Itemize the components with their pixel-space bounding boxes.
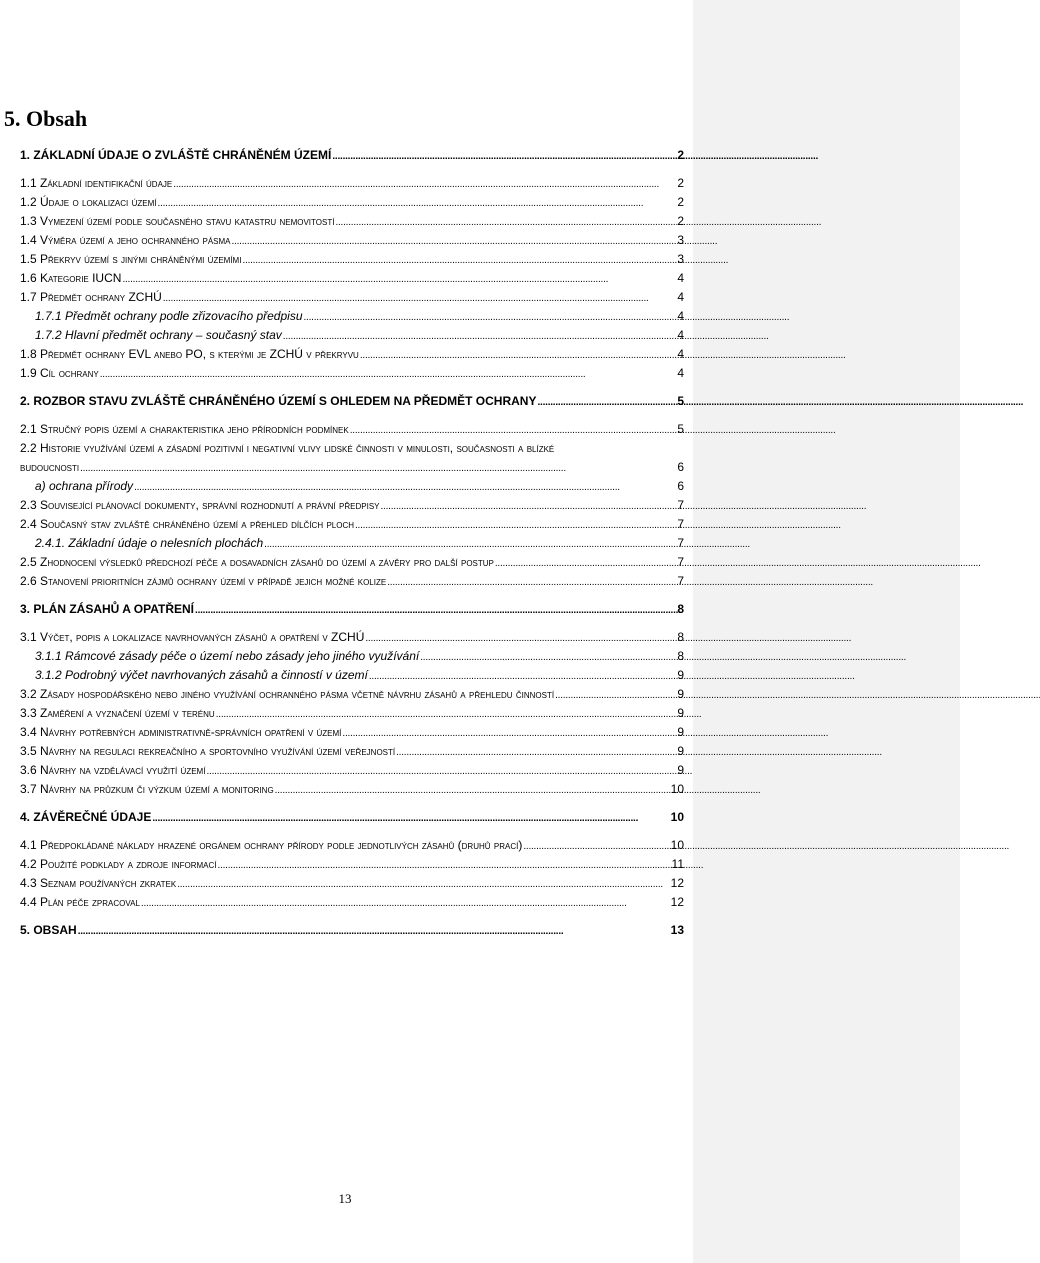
toc-entry-page: 4 xyxy=(677,366,684,380)
toc-entry[interactable] xyxy=(20,894,684,910)
toc-entry-title: 2.4 Současný stav zvláště chráněného území a přehled dílčích ploch xyxy=(20,517,354,531)
toc-entry-title: 2.6 Stanovení prioritních zájmů ochrany území v případě jejich možné kolize xyxy=(20,574,387,588)
toc-entry-page: 12 xyxy=(670,876,684,890)
page-number: 13 xyxy=(338,1191,352,1206)
toc-leader-dots xyxy=(495,554,676,572)
toc-entry-page: 2 xyxy=(677,195,684,209)
toc-entry-title: 1.5 Překryv území s jinými chráněnými územími xyxy=(20,252,242,266)
toc-entry-title: 4.2 Použité podklady a zdroje informací xyxy=(20,857,217,871)
toc-entry-title: 3.1.1 Rámcové zásady péče o území nebo zásady jeho jiného využívání xyxy=(35,649,420,663)
toc-entry-title: 2.5 Zhodnocení výsledků předchozí péče a dosavadních zásahů do území a závěry pro další postup xyxy=(20,555,494,569)
toc-leader-dots xyxy=(350,421,677,439)
toc-entry[interactable] xyxy=(20,147,684,163)
toc-leader-dots xyxy=(304,308,677,326)
toc-entry[interactable] xyxy=(20,743,684,759)
toc-entry-title: 3.6 Návrhy na vzdělávací využití území xyxy=(20,763,206,777)
toc-entry-title: 1.6 Kategorie IUCN xyxy=(20,271,122,285)
toc-entry-page: 10 xyxy=(670,810,684,824)
toc-entry-title: 1.1 Základní identifikační údaje xyxy=(20,176,173,190)
toc-entry[interactable] xyxy=(35,308,684,324)
toc-leader-dots xyxy=(537,393,676,411)
toc-leader-dots xyxy=(380,497,676,515)
toc-entry[interactable] xyxy=(20,213,684,229)
toc-entry-title: 1.3 Vymezení území podle současného stavu katastru nemovitostí xyxy=(20,214,335,228)
toc-entry-page: 6 xyxy=(677,479,684,493)
toc-entry-page: 8 xyxy=(677,649,684,663)
toc-entry[interactable] xyxy=(20,686,684,702)
toc-entry-page: 8 xyxy=(677,630,684,644)
toc-entry[interactable] xyxy=(20,365,684,381)
toc-entry-page: 5 xyxy=(677,394,684,408)
toc-entry[interactable] xyxy=(20,875,684,891)
toc-entry-title: 1. ZÁKLADNÍ ÚDAJE O ZVLÁŠTĚ CHRÁNĚNÉM ÚZEMÍ xyxy=(20,148,332,162)
toc-entry[interactable] xyxy=(20,175,684,191)
toc-entry-title: 2. ROZBOR STAVU ZVLÁŠTĚ CHRÁNĚNÉHO ÚZEMÍ S OHLEDEM NA PŘEDMĚT OCHRANY xyxy=(20,394,537,408)
toc-leader-dots xyxy=(396,743,676,761)
toc-entry-title: 3.4 Návrhy potřebných administrativně-správních opatření v území xyxy=(20,725,342,739)
toc-entry-title: a) ochrana přírody xyxy=(35,479,134,493)
toc-entry-page: 4 xyxy=(677,271,684,285)
toc-entry[interactable] xyxy=(35,667,684,683)
toc-entry-title: 4.1 Předpokládané náklady hrazené orgánem ochrany přírody podle jednotlivých zásahů (druhů prací) xyxy=(20,838,523,852)
toc-entry-page: 9 xyxy=(677,706,684,720)
toc-leader-dots xyxy=(275,781,670,799)
toc-leader-dots xyxy=(283,327,677,345)
toc-entry-title: 3.7 Návrhy na průzkum či výzkum území a monitoring xyxy=(20,782,274,796)
toc-entry-page: 3 xyxy=(677,233,684,247)
toc-leader-dots xyxy=(555,686,676,704)
toc-leader-dots xyxy=(122,270,676,288)
toc-entry[interactable] xyxy=(20,809,684,825)
toc-leader-dots xyxy=(195,601,676,619)
toc-entry-page: 6 xyxy=(677,460,684,474)
toc-leader-dots xyxy=(369,667,676,685)
toc-entry[interactable] xyxy=(20,705,684,721)
toc-entry[interactable] xyxy=(20,724,684,740)
toc-entry-page: 9 xyxy=(677,725,684,739)
toc-entry[interactable] xyxy=(20,346,684,362)
toc-leader-dots xyxy=(157,194,676,212)
toc-entry-page: 4 xyxy=(677,290,684,304)
toc-entry-title: 2.4.1. Základní údaje o nelesních plochách xyxy=(35,536,264,550)
toc-leader-dots xyxy=(152,809,669,827)
toc-entry[interactable] xyxy=(35,648,684,664)
toc-entry-title: 1.4 Výměra území a jeho ochranného pásma xyxy=(20,233,231,247)
toc-entry-title: budoucnosti xyxy=(20,460,80,474)
toc-leader-dots xyxy=(420,648,676,666)
toc-entry-title: 1.8 Předmět ochrany EVL anebo PO, s kterými je ZCHÚ v překryvu xyxy=(20,347,359,361)
toc-leader-dots xyxy=(342,724,676,742)
toc-entry-title: 1.2 Údaje o lokalizaci území xyxy=(20,195,157,209)
toc-entry-title: 1.7.2 Hlavní předmět ochrany – současný stav xyxy=(35,328,282,342)
toc-entry[interactable] xyxy=(35,327,684,343)
toc-entry-page: 7 xyxy=(677,517,684,531)
toc-entry-page: 4 xyxy=(677,328,684,342)
toc-entry-title: 2.3 Související plánovací dokumenty, správní rozhodnutí a právní předpisy xyxy=(20,498,380,512)
toc-entry[interactable] xyxy=(20,856,684,872)
toc-leader-dots xyxy=(217,856,670,874)
toc-leader-dots xyxy=(216,705,677,723)
toc-entry-page: 9 xyxy=(677,744,684,758)
toc-entry-title: 3.2 Zásady hospodářského nebo jiného využívání ochranného pásma včetně návrhu zásahů a přehledu činností xyxy=(20,687,555,701)
toc-entry[interactable] xyxy=(20,497,684,513)
toc-entry[interactable] xyxy=(20,393,684,409)
toc-entry-title: 4.3 Seznam používaných zkratek xyxy=(20,876,177,890)
toc-leader-dots xyxy=(242,251,676,269)
toc-entry-title: 2.2 Historie využívání území a zásadní pozitivní i negativní vlivy lidské činnosti v minulosti, současnosti a blízké xyxy=(20,441,555,455)
toc-entry-page: 7 xyxy=(677,498,684,512)
toc-leader-dots xyxy=(387,573,676,591)
toc-leader-dots xyxy=(78,922,670,940)
toc-entry[interactable] xyxy=(20,601,684,617)
toc-leader-dots xyxy=(523,837,669,855)
toc-leader-dots xyxy=(141,894,670,912)
toc-leader-dots xyxy=(177,875,669,893)
toc-entry-title: 1.9 Cíl ochrany xyxy=(20,366,99,380)
toc-entry-title: 3.1.2 Podrobný výčet navrhovaných zásahů a činností v území xyxy=(35,668,368,682)
toc-entry-title: 3. PLÁN ZÁSAHŮ A OPATŘENÍ xyxy=(20,602,195,616)
toc-entry-page: 9 xyxy=(677,668,684,682)
toc-entry-page: 8 xyxy=(677,602,684,616)
toc-leader-dots xyxy=(332,147,676,165)
toc-entry[interactable] xyxy=(20,440,684,456)
toc-entry-page: 7 xyxy=(677,536,684,550)
toc-entry[interactable] xyxy=(20,781,684,797)
toc-leader-dots xyxy=(264,535,676,553)
toc-leader-dots xyxy=(173,175,676,193)
toc-entry-page: 3 xyxy=(677,252,684,266)
toc-entry[interactable] xyxy=(20,922,684,938)
toc-leader-dots xyxy=(335,213,676,231)
toc-entry[interactable] xyxy=(20,573,684,589)
toc-entry-title: 3.1 Výčet, popis a lokalizace navrhovaných zásahů a opatření v ZCHÚ xyxy=(20,630,365,644)
toc-entry-page: 7 xyxy=(677,555,684,569)
toc-entry[interactable] xyxy=(20,232,684,248)
toc-entry-title: 1.7 Předmět ochrany ZCHÚ xyxy=(20,290,162,304)
toc-entry-title: 5. OBSAH xyxy=(20,923,77,937)
toc-entry-page: 7 xyxy=(677,574,684,588)
toc-entry-page: 9 xyxy=(677,763,684,777)
toc-entry[interactable] xyxy=(20,554,684,570)
toc-entry[interactable] xyxy=(20,421,684,437)
toc-entry[interactable] xyxy=(20,194,684,210)
toc-entry-page: 2 xyxy=(677,214,684,228)
toc-entry-page: 4 xyxy=(677,309,684,323)
toc-entry[interactable] xyxy=(20,270,684,286)
toc-leader-dots xyxy=(134,478,676,496)
toc-leader-dots xyxy=(232,232,677,250)
page-title: 5. Obsah xyxy=(4,106,88,131)
toc-entry-page: 5 xyxy=(677,422,684,436)
toc-entry-page: 4 xyxy=(677,347,684,361)
toc-leader-dots xyxy=(360,346,676,364)
toc-entry-page: 2 xyxy=(677,176,684,190)
toc-leader-dots xyxy=(355,516,676,534)
toc-entry-page: 10 xyxy=(670,782,684,796)
toc-entry[interactable] xyxy=(20,516,684,532)
toc-entry-title: 4.4 Plán péče zpracoval xyxy=(20,895,140,909)
toc-entry[interactable] xyxy=(35,478,684,494)
toc-leader-dots xyxy=(206,762,676,780)
toc-entry[interactable] xyxy=(20,629,684,645)
toc-entry-page: 11 xyxy=(671,857,684,871)
toc-entry-title: 3.5 Návrhy na regulaci rekreačního a sportovního využívání území veřejností xyxy=(20,744,396,758)
toc-entry-title: 4. ZÁVĚREČNÉ ÚDAJE xyxy=(20,810,152,824)
toc-entry-page: 9 xyxy=(677,687,684,701)
toc-leader-dots xyxy=(365,629,676,647)
toc-entry-title: 2.1 Stručný popis území a charakteristika jeho přírodních podmínek xyxy=(20,422,349,436)
toc-leader-dots xyxy=(100,365,677,383)
toc-entry-page: 2 xyxy=(677,148,684,162)
toc-leader-dots xyxy=(80,459,676,477)
toc-entry-page: 10 xyxy=(670,838,684,852)
toc-entry-page: 13 xyxy=(670,923,684,937)
toc-entry-page: 12 xyxy=(670,895,684,909)
toc-entry-title: 3.3 Zaměření a vyznačení území v terénu xyxy=(20,706,215,720)
toc-entry[interactable] xyxy=(20,289,684,305)
toc-leader-dots xyxy=(163,289,677,307)
toc-entry-title: 1.7.1 Předmět ochrany podle zřizovacího předpisu xyxy=(35,309,303,323)
toc-entry[interactable] xyxy=(20,837,684,853)
toc-entry[interactable] xyxy=(20,251,684,267)
toc-entry[interactable] xyxy=(20,762,684,778)
toc-entry[interactable] xyxy=(35,535,684,551)
toc-entry[interactable] xyxy=(20,459,684,475)
comment-margin-panel xyxy=(693,0,960,1263)
